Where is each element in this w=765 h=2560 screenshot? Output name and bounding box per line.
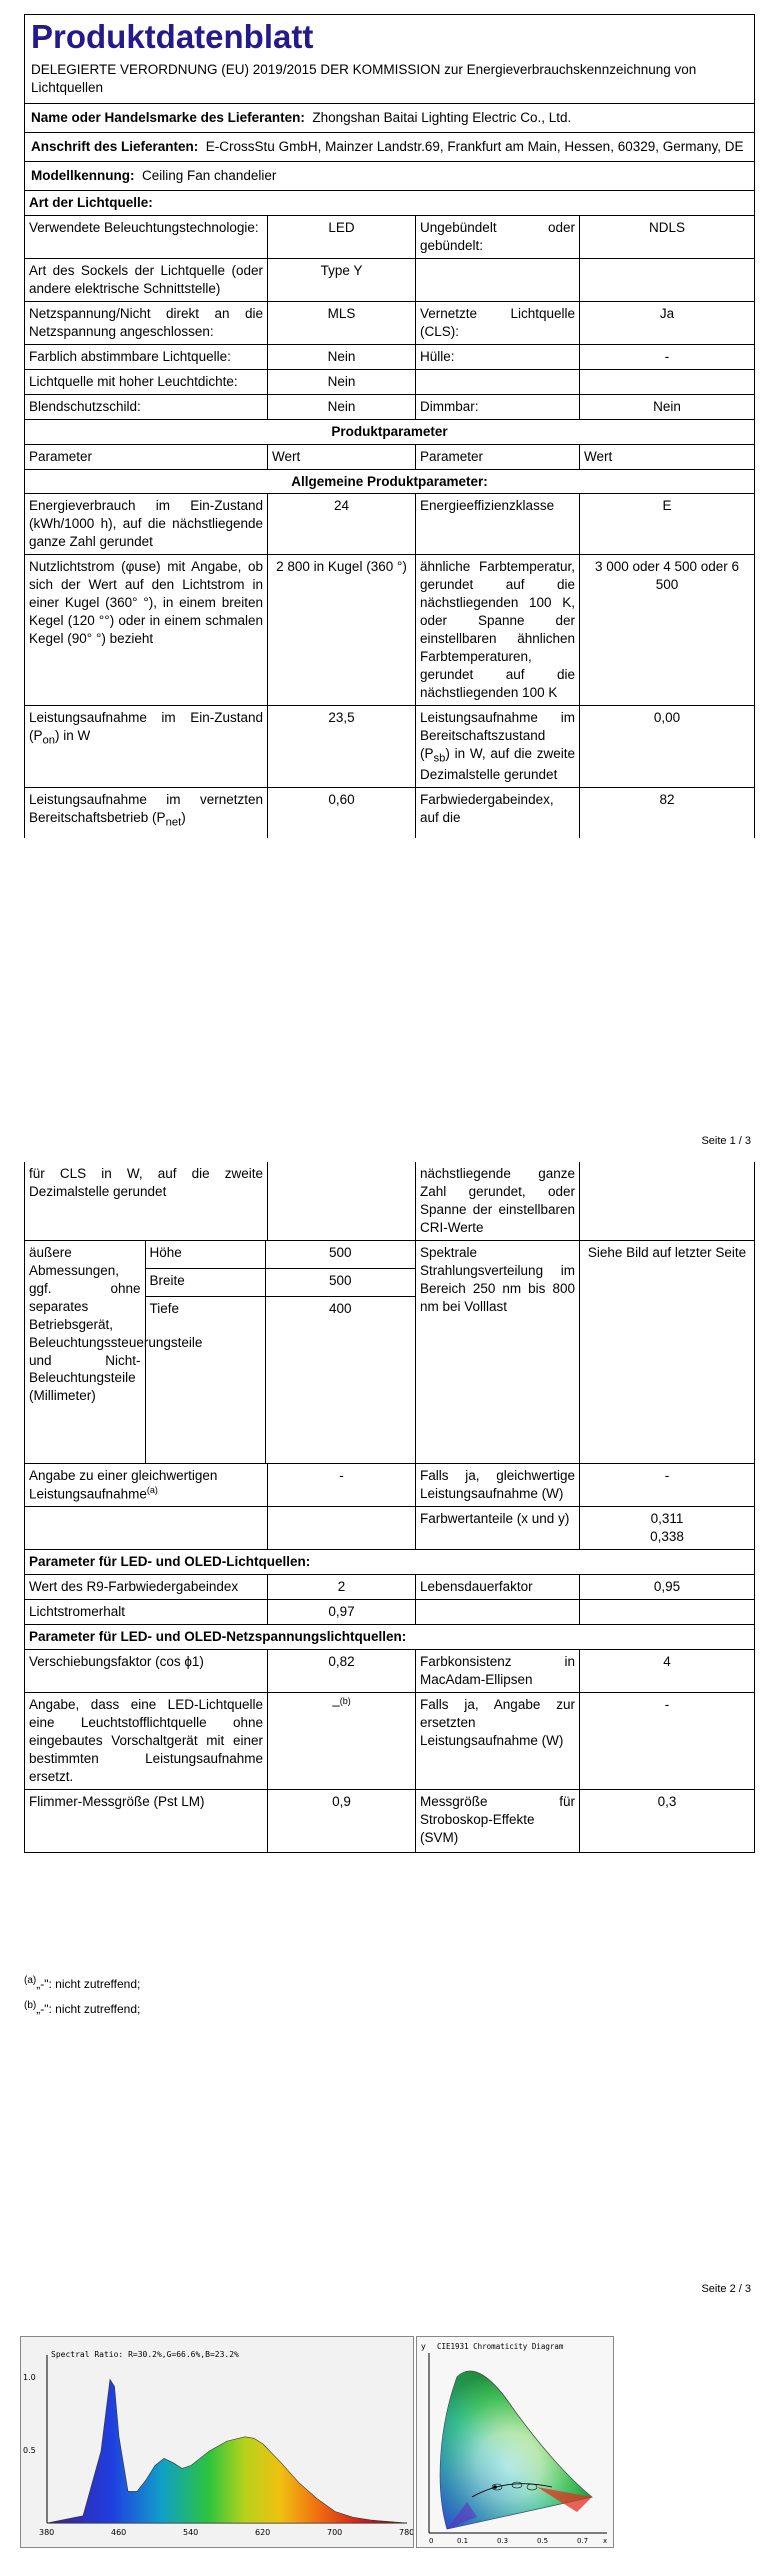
socket-value: Type Y (268, 258, 416, 301)
survival-factor-label: Lebensdauerfaktor (416, 1575, 580, 1600)
spectrum-y-tick: 0.5 (23, 2446, 36, 2455)
pnet-label: Leistungsaufnahme im vernetzten Bereitschaftsbetrieb $(P_{net})$ (25, 788, 268, 838)
displacement-value: 0,82 (268, 1649, 416, 1692)
spectrum-title: Spectral Ratio: R=30.2%,G=66.6%,B=23.2% (51, 2350, 239, 2359)
glare-label: Blendschutzschild: (25, 394, 268, 419)
color-tunable-label: Farblich abstimmbare Lichtquelle: (25, 344, 268, 369)
page-1 (24, 14, 754, 838)
equiv2-label: Falls ja, gleichwertige Leistungsaufnahme (W) (416, 1463, 580, 1506)
bundled-value: NDLS (580, 216, 755, 259)
width-value: 500 (265, 1268, 415, 1296)
cie-chart (416, 2336, 614, 2548)
psb-label: Leistungsaufnahme im Bereitschaftszustand $(P_{sb})$ in W, auf die zweite Dezimalstelle gerundet (416, 705, 580, 788)
lumen-maintenance-value: 0,97 (268, 1600, 416, 1625)
survival-factor-value: 0,95 (580, 1575, 755, 1600)
spectrum-area (47, 2379, 407, 2523)
stroboscopic-value: 0,3 (580, 1789, 755, 1852)
color-consistency-value: 4 (580, 1649, 755, 1692)
cie-x-tick: 0.1 (457, 2537, 469, 2545)
replacement2-label: Falls ja, Angabe zur ersetzten Leistungsaufnahme (W) (416, 1692, 580, 1789)
chromaticity-value: 0,311 0,338 (580, 1507, 755, 1550)
cie-x-tick: 0.5 (537, 2537, 549, 2545)
replacement-label: Angabe, dass eine LED-Lichtquelle eine Leuchtstofflichtquelle ohne eingebautes Vorschaltgerät mit einer bestimmten Leistungsaufnahme ersetzt. (25, 1692, 268, 1789)
tech-value: LED (268, 216, 416, 259)
mains-value: MLS (268, 301, 416, 344)
spectrum-chart-svg (21, 2337, 413, 2547)
spectrum-y-tick: 1.0 (23, 2373, 36, 2382)
col-header-value-2: Wert (580, 444, 755, 469)
cls-label: Vernetzte Lichtquelle (CLS): (416, 301, 580, 344)
envelope-label: Hülle: (416, 344, 580, 369)
col-header-param-2: Parameter (416, 444, 580, 469)
cls-value: Ja (580, 301, 755, 344)
energy-value: 24 (268, 494, 416, 555)
pon-value: 23,5 (268, 705, 416, 788)
color-consistency-label: Farbkonsistenz in MacAdam-Ellipsen (416, 1649, 580, 1692)
height-label: Höhe (145, 1241, 265, 1268)
chromaticity-label: Farbwertanteile (x und y) (416, 1507, 580, 1550)
high-luminance-label: Lichtquelle mit hoher Leuchtdichte: (25, 369, 268, 394)
psb-value: 0,00 (580, 705, 755, 788)
spectrum-x-tick: 540 (183, 2528, 199, 2537)
cie-x-axis-label: x (603, 2537, 608, 2545)
stroboscopic-label: Messgröße für Stroboskop-Effekte (SVM) (416, 1789, 580, 1852)
flicker-value: 0,9 (268, 1789, 416, 1852)
bundled-label: Ungebündelt oder gebündelt: (416, 216, 580, 259)
cri-label-continued: nächstliegende ganze Zahl gerundet, oder Spanne der einstellbaren CRI-Werte (416, 1162, 580, 1240)
equiv-value: - (268, 1463, 416, 1506)
spectrum-x-tick: 620 (255, 2528, 271, 2537)
depth-label: Tiefe (145, 1296, 265, 1463)
footnote-a: $^{(a)}$„-": nicht zutreffend; (24, 1975, 141, 1991)
general-params-header: Allgemeine Produktparameter: (25, 469, 755, 494)
height-value: 500 (265, 1241, 415, 1268)
high-luminance-value: Nein (268, 369, 416, 394)
light-source-section-header: Art der Lichtquelle: (25, 191, 755, 216)
width-label: Breite (145, 1268, 265, 1296)
displacement-label: Verschiebungsfaktor (cos ϕ1) (25, 1649, 268, 1692)
cct-value: 3 000 oder 4 500 oder 6 500 (580, 555, 755, 706)
cie-x-tick: 0.7 (577, 2537, 589, 2545)
datasheet-table-page1 (24, 14, 755, 838)
cri-value: 82 (580, 788, 755, 838)
energy-class-value: E (580, 494, 755, 555)
regulation-subtitle: DELEGIERTE VERORDNUNG (EU) 2019/2015 DER KOMMISSION zur Energieverbrauchskennzeichnung von Lichtquellen (31, 62, 697, 96)
cie-x-tick: 0 (429, 2537, 434, 2545)
flicker-label: Flimmer-Messgröße (Pst LM) (25, 1789, 268, 1852)
energy-label: Energieverbrauch im Ein-Zustand (kWh/1000 h), auf die nächstliegende ganze Zahl gerundet (25, 494, 268, 555)
r9-label: Wert des R9-Farbwiedergabeindex (25, 1575, 268, 1600)
page-number-1: Seite 1 / 3 (701, 1135, 751, 1147)
cri-label: Farbwiedergabeindex, auf die (416, 788, 580, 838)
pnet-label-continued: für CLS in W, auf die zweite Dezimalstelle gerundet (25, 1162, 268, 1240)
envelope-value: - (580, 344, 755, 369)
col-header-param-1: Parameter (25, 444, 268, 469)
equiv-label: Angabe zu einer gleichwertigen Leistungsaufnahme$^{(a)}$ (25, 1463, 268, 1506)
product-params-header: Produktparameter (25, 419, 755, 444)
energy-class-label: Energieeffizienzklasse (416, 494, 580, 555)
spectral-label: Spektrale Strahlungsverteilung im Bereich 250 nm bis 800 nm bei Volllast (416, 1240, 580, 1463)
measured-point (493, 2485, 497, 2489)
mains-label: Netzspannung/Nicht direkt an die Netzspannung angeschlossen: (25, 301, 268, 344)
cie-y-axis-label: y (421, 2342, 426, 2351)
spectrum-x-tick: 380 (39, 2528, 55, 2537)
dimensions-cell (25, 1240, 416, 1463)
page-2 (24, 1162, 754, 1853)
replacement-value: –$^{(b)}$ (268, 1692, 416, 1789)
spectrum-x-tick: 460 (111, 2528, 127, 2537)
model-row: Modellkennung: Ceiling Fan chandelier (25, 162, 755, 191)
spectrum-chart (20, 2336, 414, 2548)
footnote-b: $^{(b)}$„-": nicht zutreffend; (24, 2000, 141, 2016)
spectral-value: Siehe Bild auf letzter Seite (580, 1240, 755, 1463)
lumen-maintenance-label: Lichtstromerhalt (25, 1600, 268, 1625)
page-title: Produktdatenblatt (31, 18, 314, 55)
cie-chart-svg (417, 2337, 613, 2547)
depth-value: 400 (328, 1300, 352, 1316)
datasheet-table-page2 (24, 1162, 755, 1853)
cct-label: ähnliche Farbtemperatur, gerundet auf die nächstliegenden 100 K, oder Spanne der einstellbaren ähnlichen Farbtemperaturen, gerundet auf die nächstliegenden 100 K (416, 555, 580, 706)
spectrum-x-tick: 700 (327, 2528, 343, 2537)
socket-label: Art des Sockels der Lichtquelle (oder andere elektrische Schnittstelle) (25, 258, 268, 301)
flux-label: Nutzlichtstrom (φuse) mit Angabe, ob sich der Wert auf den Lichtstrom in einer Kugel (360° °), in einem breiten Kegel (120 °°) oder in einem schmalen Kegel (90° °) bezieht (25, 555, 268, 706)
col-header-value-1: Wert (268, 444, 416, 469)
tech-label: Verwendete Beleuchtungstechnologie: (25, 216, 268, 259)
pon-label: Leistungsaufnahme im Ein-Zustand $(P_{on})$ in W (25, 705, 268, 788)
equiv2-value: - (580, 1463, 755, 1506)
pnet-value: 0,60 (268, 788, 416, 838)
glare-value: Nein (268, 394, 416, 419)
supplier-address-row: Anschrift des Lieferanten: E-CrossStu GmbH, Mainzer Landstr.69, Frankfurt am Main, Hessen, 60329, Germany, DE (25, 133, 755, 162)
spectrum-x-ticks (39, 2528, 413, 2537)
dimmable-label: Dimmbar: (416, 394, 580, 419)
dimensions-label: äußere Abmessungen, ggf. ohne separates Betriebsgerät, Beleuchtungssteuerungsteile und Nicht-Beleuchtungsteile (Millimeter) (25, 1241, 145, 1463)
supplier-name-row: Name oder Handelsmarke des Lieferanten: Zhongshan Baitai Lighting Electric Co., Ltd. (25, 104, 755, 133)
color-tunable-value: Nein (268, 344, 416, 369)
mains-params-header: Parameter für LED- und OLED-Netzspannungslichtquellen: (25, 1624, 755, 1649)
r9-value: 2 (268, 1575, 416, 1600)
cie-title: CIE1931 Chromaticity Diagram (437, 2342, 564, 2351)
cie-x-tick: 0.3 (497, 2537, 509, 2545)
spectrum-x-tick: 780 (399, 2528, 413, 2537)
page-number-2: Seite 2 / 3 (701, 2283, 751, 2295)
dimmable-value: Nein (580, 394, 755, 419)
flux-value: 2 800 in Kugel (360 °) (268, 555, 416, 706)
replacement2-value: - (580, 1692, 755, 1789)
led-params-header: Parameter für LED- und OLED-Lichtquellen: (25, 1550, 755, 1575)
